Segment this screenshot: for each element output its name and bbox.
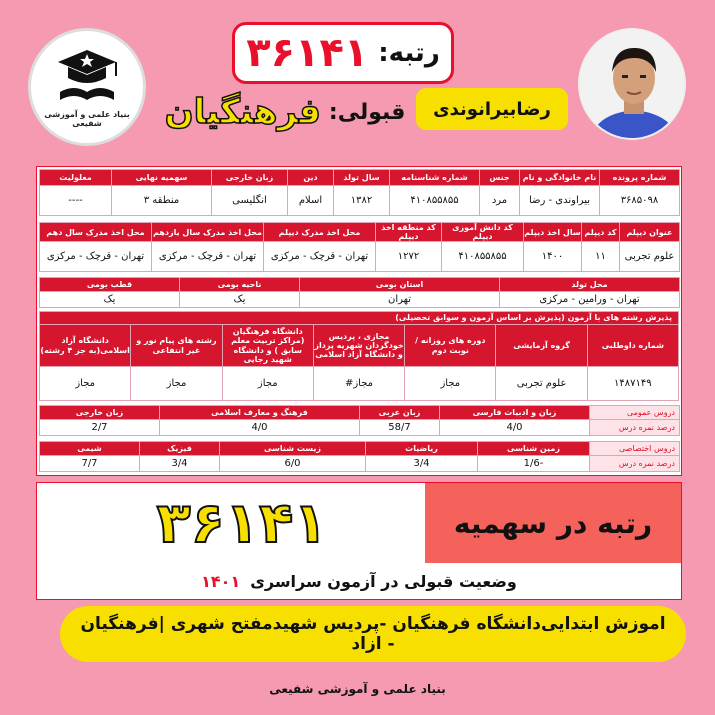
status-text: وضعیت قبولی در آزمون سراسری (250, 571, 517, 591)
header-final-quota: سهمیه نهایی (112, 170, 212, 186)
foreign-language: انگلیسی (212, 186, 288, 216)
location-info-table (39, 277, 680, 308)
native-pole: یک (40, 292, 180, 308)
header-disability: معلولیت (40, 170, 112, 186)
general-courses-title: دروس عمومی (590, 406, 680, 420)
score-chemistry: 7/7 (40, 456, 140, 472)
general-score-label: درصد نمره درس (590, 420, 680, 436)
acceptance-value: فرهنگیان (164, 92, 321, 132)
header-student-code: کد دانش آموزی دیپلم (442, 223, 524, 242)
grade10-place: تهران - قرچک - مرکزی (40, 242, 152, 272)
header-grade10-place: محل اخذ مدرک سال دهم (40, 223, 152, 242)
score-physics: 3/4 (140, 456, 220, 472)
grade11-place: تهران - قرچک - مرکزی (152, 242, 264, 272)
religion: اسلام (288, 186, 334, 216)
header-diploma-title: عنوان دیپلم (620, 223, 680, 242)
payame-noor: مجاز (131, 367, 222, 401)
subject-foreign-language: زبان خارجی (40, 406, 160, 420)
birth-place: تهران - ورامین - مرکزی (500, 292, 680, 308)
header-religion: دین (288, 170, 334, 186)
subject-islamic: فرهنگ و معارف اسلامی (160, 406, 360, 420)
subject-chemistry: شیمی (40, 442, 140, 456)
candidate-number: ۱۴۸۷۱۴۹ (587, 367, 678, 401)
birth-year: ۱۳۸۲ (334, 186, 390, 216)
header-daily-courses: دوره های روزانه / نوبت دوم (405, 325, 496, 367)
subject-persian: زبان و ادبیات فارسی (440, 406, 590, 420)
person-portrait-icon (580, 30, 686, 140)
acceptance-header (160, 88, 410, 136)
specialized-courses-title: دروس اختصاصی (590, 442, 680, 456)
diploma-title: علوم تجربی (620, 242, 680, 272)
azad-university: مجاز (40, 367, 131, 401)
specialized-courses-table (39, 441, 680, 472)
footer-caption: بنیاد علمی و آموزشی شفیعی (269, 682, 446, 696)
header-virtual-azad: مجازی ، پردیس خودگردان شهریه پرداز و دانشگاه آزاد اسلامی (313, 325, 404, 367)
header-id-number: شماره شناسنامه (390, 170, 480, 186)
subject-math: ریاضیات (366, 442, 478, 456)
header-native-pole: قطب بومی (40, 278, 180, 292)
diploma-info-table (39, 222, 680, 272)
admission-table (39, 311, 679, 401)
gender: مرد (480, 186, 520, 216)
header-exam-group: گروه آزمایشی (496, 325, 587, 367)
subject-arabic: زبان عربی (360, 406, 440, 420)
full-name: بیراوندی - رضا (520, 186, 600, 216)
rank-value: ۳۶۱۴۱ (246, 30, 369, 76)
native-province: تهران (300, 292, 500, 308)
header-farhangian: دانشگاه فرهنگیان (مراکز تربیت معلم سابق ) و دانشگاه شهید رجایی (222, 325, 313, 367)
file-number: ۳۶۸۵۰۹۸ (600, 186, 680, 216)
result-sheet (36, 166, 682, 476)
header-native-district: ناحیه بومی (180, 278, 300, 292)
score-biology: 6/0 (220, 456, 366, 472)
score-islamic: 4/0 (160, 420, 360, 436)
header-full-name: نام خانوادگی و نام (520, 170, 600, 186)
region-code: ۱۲۷۲ (376, 242, 442, 272)
header-azad-university: دانشگاه آزاد اسلامی(به جز ۴ رشته) (40, 325, 131, 367)
header-birth-place: محل تولد (500, 278, 680, 292)
quota-rank-label: رتبه در سهمیه (425, 483, 681, 563)
diploma-year: ۱۴۰۰ (524, 242, 582, 272)
score-geology: -1/6 (478, 456, 590, 472)
admission-title: پذیرش رشته های با آزمون (پذیرش بر اساس آزمون و سوابق تحصیلی) (40, 312, 679, 325)
subject-geology: زمین شناسی (478, 442, 590, 456)
quota-rank-panel (36, 482, 682, 600)
header-diploma-code: کد دیپلم (582, 223, 620, 242)
subject-physics: فیزیک (140, 442, 220, 456)
graduation-cap-icon (52, 46, 122, 106)
final-quota: منطقه ۳ (112, 186, 212, 216)
score-persian: 4/0 (440, 420, 590, 436)
general-courses-table (39, 405, 680, 436)
header-candidate-number: شماره داوطلبی (587, 325, 678, 367)
score-arabic: 58/7 (360, 420, 440, 436)
exam-group: علوم تجربی (496, 367, 587, 401)
header-native-province: استان بومی (300, 278, 500, 292)
org-logo (28, 28, 146, 146)
rank-header (232, 22, 454, 84)
header-diploma-year: سال اخذ دیپلم (524, 223, 582, 242)
disability: ---- (40, 186, 112, 216)
score-math: 3/4 (366, 456, 478, 472)
header-file-number: شماره پرونده (600, 170, 680, 186)
header-region-code: کد منطقه اخذ دیپلم (376, 223, 442, 242)
student-code: ۴۱۰۸۵۵۸۵۵ (442, 242, 524, 272)
subject-biology: زیست شناسی (220, 442, 366, 456)
score-foreign-language: 2/7 (40, 420, 160, 436)
header-grade11-place: محل اخذ مدرک سال یازدهم (152, 223, 264, 242)
farhangian: مجاز (222, 367, 313, 401)
header-payame-noor: رشته های پیام نور و غیر انتفاعی (131, 325, 222, 367)
rank-label: رتبه: (378, 38, 440, 68)
status-year: ۱۴۰۱ (201, 571, 241, 591)
id-number: ۴۱۰۸۵۵۸۵۵ (390, 186, 480, 216)
student-photo (578, 28, 686, 140)
diploma-code: ۱۱ (582, 242, 620, 272)
header-diploma-place: محل اخذ مدرک دیپلم (264, 223, 376, 242)
personal-info-table (39, 169, 680, 216)
virtual-azad: مجاز# (313, 367, 404, 401)
accepted-major: اموزش ابتدایی‌دانشگاه فرهنگیان -پردیس شهیدمفتح شهری |فرهنگیان - ازاد (60, 606, 686, 662)
header-gender: جنس (480, 170, 520, 186)
admission-status (37, 563, 681, 599)
header-birth-year: سال تولد (334, 170, 390, 186)
acceptance-label: قبولی: (328, 99, 406, 125)
diploma-place: تهران - قرچک - مرکزی (264, 242, 376, 272)
specialized-score-label: درصد نمره درس (590, 456, 680, 472)
header-foreign-language: زبان خارجی (212, 170, 288, 186)
student-name: رضابیرانوندی (416, 88, 568, 130)
quota-rank-value: ۳۶۱۴۱ (156, 490, 328, 556)
native-district: یک (180, 292, 300, 308)
logo-caption: بنیاد علمی و آموزشی شفیعی (44, 110, 130, 128)
daily-courses: مجاز (405, 367, 496, 401)
